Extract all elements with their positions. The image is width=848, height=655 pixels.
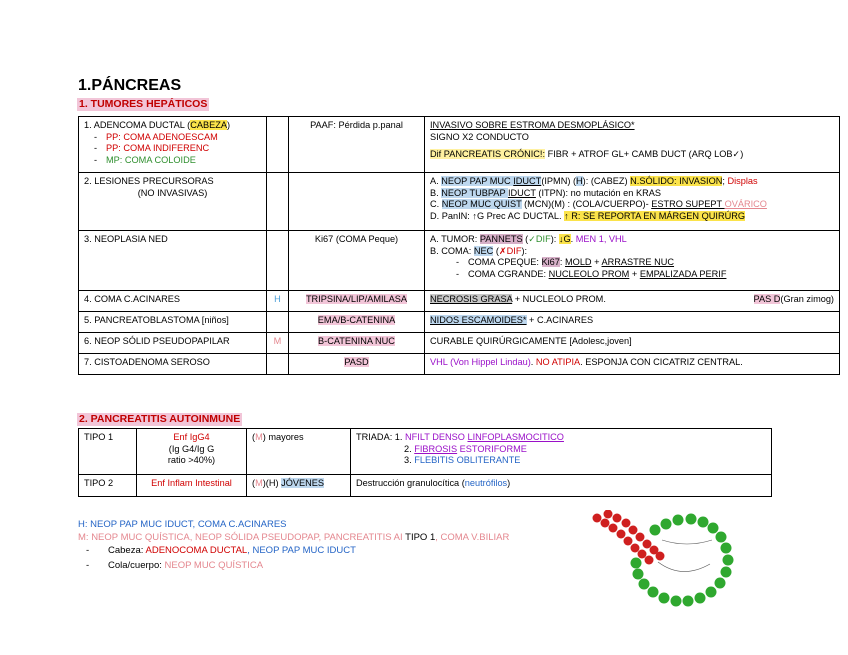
feature-cell: A. NEOP PAP MUC IDUCT(IPMN) (H): (CABEZ) N.SÓLIDO: INVASION; Displas B. NEOP TUBPAP IDUCT (ITPN): no mutación en KRAS C. NEOP MUC QUIST (MCN)(M) : (COLA/CUERPO)- ESTRO SUPEPT OVÁRICO D. PanIN: ↑G Prec AC DUCTAL. ↑ R: SE REPORTA EN MÁRGEN QUIRÚRG [425,173,840,231]
feature-cell: VHL (Von Hippel Lindau). NO ATIPIA. ESPONJA CON CICATRIZ CENTRAL. [425,354,840,375]
feature-cell: CURABLE QUIRÚRGICAMENTE [Adolesc,joven] [425,333,840,354]
table-row [79,231,840,291]
row-name-cell: 5. PANCREATOBLASTOMA [niños] [79,312,267,333]
table-row [79,117,840,173]
etiology-cell: Enf Inflam Intestinal [137,475,247,497]
mark-cell [267,354,289,375]
marker-cell: B-CATENINA NUC [289,333,425,354]
table-row [79,173,840,231]
row-name-cell: 2. LESIONES PRECURSORAS (NO INVASIVAS) [79,173,267,231]
marker-cell: EMA/B-CATENINA [289,312,425,333]
mark-cell: H [267,291,289,312]
findings-cell: Destrucción granulocítica (neutrófilos) [351,475,772,497]
row-name-cell: 3. NEOPLASIA NED [79,231,267,291]
marker-cell: PASD [289,354,425,375]
feature-cell: NECROSIS GRASA + NUCLEOLO PROM. PAS D(Gran zimog) [425,291,840,312]
mark-cell [267,312,289,333]
table-row [79,312,840,333]
mark-cell: M [267,333,289,354]
feature-cell: NIDOS ESCAMOIDES* + C.ACINARES [425,312,840,333]
pancreatitis-table [78,428,772,497]
table-row [79,291,840,312]
legend [78,518,509,572]
table-row [79,333,840,354]
row-name-cell: 6. NEOP SÓLID PSEUDOPAPILAR [79,333,267,354]
pancreas-acinus-diagram [592,510,742,612]
section-title-tumores: 1. TUMORES HEPÁTICOS [79,98,208,110]
marker-cell: PAAF: Pérdida p.panal [289,117,425,173]
legend-tail: - Cola/cuerpo: NEOP MUC QUÍSTICA [86,560,264,571]
marker-cell: Ki67 (COMA Peque) [289,231,425,291]
population-cell: (M)(H) JÓVENES [247,475,351,497]
population-cell: (M) mayores [247,429,351,475]
mark-cell [267,173,289,231]
section-title-pancreatitis: 2. PANCREATITIS AUTOINMUNE [79,413,241,425]
mark-cell [267,231,289,291]
mark-cell [267,117,289,173]
legend-m: M: NEOP MUC QUÍSTICA, NEOP SÓLIDA PSEUDOPAP, PANCREATITIS AI TIPO 1, COMA V.BILIAR [78,532,510,543]
lumen-lines [658,540,712,572]
table-row [79,429,772,475]
marker-cell: TRIPSINA/LIP/AMILASA [289,291,425,312]
row-name-cell: 7. CISTOADENOMA SEROSO [79,354,267,375]
tumores-table [78,116,840,375]
table-row [79,475,772,497]
feature-cell: A. TUMOR: PANNETS (✓DIF): ↓G. MEN 1, VHL B. COMA: NEC (✗DIF): - COMA CPEQUE: Ki67: MOLD + ARRASTRE NUC - COMA CGRANDE: NUCLEOLO PROM + EMPALIZADA PERIF [425,231,840,291]
row-name-cell: 1. ADENCOMA DUCTAL (CABEZA) - PP: COMA ADENOESCAM - PP: COMA INDIFERENC - MP: COMA COLOIDE [79,117,267,173]
findings-cell: TRIADA: 1. NFILT DENSO LINFOPLASMOCITICO 2. FIBROSIS ESTORIFORME 3. FLEBITIS OBLITERANTE [351,429,772,475]
etiology-cell: Enf IgG4 (Ig G4/Ig G ratio >40%) [137,429,247,475]
legend-head: - Cabeza: ADENOCOMA DUCTAL, NEOP PAP MUC IDUCT [86,545,356,556]
type-cell: TIPO 1 [79,429,137,475]
marker-cell [289,173,425,231]
legend-h: H: NEOP PAP MUC IDUCT, COMA C.ACINARES [78,519,287,530]
type-cell: TIPO 2 [79,475,137,497]
row-name-cell: 4. COMA C.ACINARES [79,291,267,312]
table-row [79,354,840,375]
duct-cells [593,510,665,565]
page-title: 1.PÁNCREAS [78,77,182,94]
feature-cell: INVASIVO SOBRE ESTROMA DESMOPLÁSICO* SIGNO X2 CONDUCTO Dif PANCREATIS CRÓNIC!: FIBR + ATROF GL+ CAMB DUCT (ARQ LOB✓) [425,117,840,173]
